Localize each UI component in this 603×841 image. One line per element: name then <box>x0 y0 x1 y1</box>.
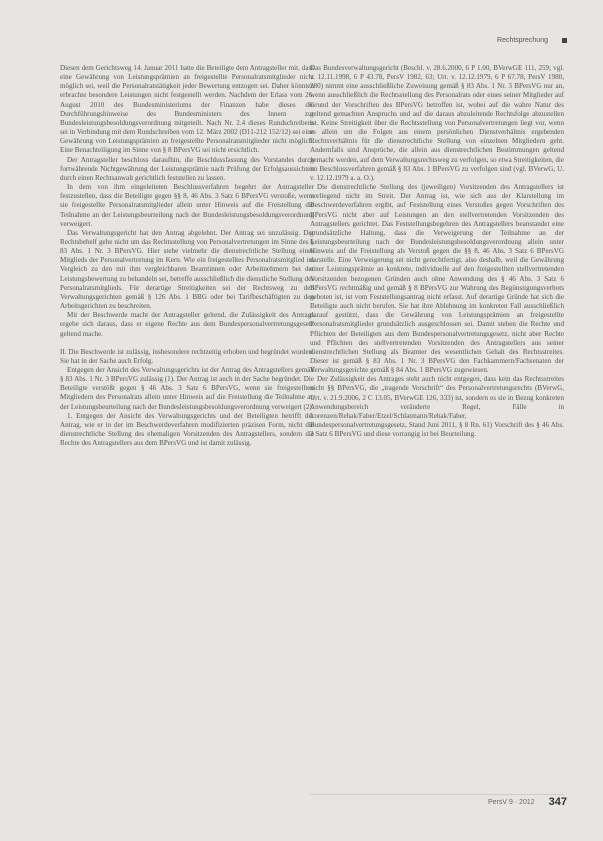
header-marker-icon <box>562 38 567 43</box>
paragraph: In dem von ihm eingeleiteten Beschlussverfahren begehrt der Antragsteller festzustellen, dass die Beteiligte gegen §§ 8, 46 Abs. 3 Satz 6 BPersVG verstoße, wenn sie freigestellte Personalratsmitglieder allein unter Hinweis auf die Freistellung die Teilnahme an der Leistungsbeurteilung nach der Bundesleistungsbesoldungsverordnung verweigert. <box>60 183 314 228</box>
left-column <box>60 64 314 448</box>
right-column <box>310 64 564 439</box>
paragraph: Die dienstrechtliche Stellung des (jeweiligen) Vorsitzenden des Antragstellers ist vorliegend nicht im Streit. Der Antrag ist, wie sich aus der Klarstellung im Beschwerdeverfahren ergibt, auf Feststellung eines Verstoßes gegen Vorschriften des BPersVG nicht aber auf Leistungen an den stellvertretenden Vorsitzenden des Antragstellers gerichtet. Das Feststellungsbegehren des Antragstellers beanstandet eine grundsätzliche Haltung, dass die Verweigerung der Teilnahme an der Leistungsbeurteilung nach der Bundesleistungsbesoldungsverordnung allein unter Hinweis auf die Freistellung als Verstoß gegen die §§ 8, 46 Abs. 3 Satz 6 BPersVG darstelle. Eine Verweigerung sei nicht gerechtfertigt, also deshalb, weil die Gewährung einer Leistungsprämie an konkrete, individuelle auf den freigestellten stellvertretenden Vorsitzenden bezogenen Gründen auch ohne Anwendung des § 46 Abs. 3 Satz 6 BPersVG rechtmäßig und gemäß § 8 BPersVG zur Wahrung des Begünstigungsverbots geboten ist, ist vom Feststellungsantrag nicht erfasst. Auf derartige Gründe hat sich die Beteiligte auch nicht berufen. Sie hat ihre Ablehnung im konkreten Fall ausschließlich darauf gestützt, dass die Gewährung von Leistungsprämien an freigestellte Personalratsmitglieder grundsätzlich ausgeschlossen sei. Damit stehen die Rechte und Pflichten der Beteiligten aus dem Bundespersonalvertretungsgesetz, nicht aber Rechte und Pflichten des stellvertretenden Vorsitzenden des Antragstellers aus seiner dienstrechtlichen Stellung als Beamter des wesentlichen Gehalt des Rechtsstreites. Dieser ist gemäß § 83 Abs. 1 Nr. 3 BPersVG den Fachkammern/Fachsenaten der Verwaltungsgerichte gemäß § 84 Abs. 1 BPersVG zugewiesen. <box>310 183 564 375</box>
paragraph: Entgegen der Ansicht des Verwaltungsgerichts ist der Antrag des Antragstellers gemäß § 83 Abs. 1 Nr. 3 BPersVG zulässig (1). Der Antrag ist auch in der Sache begründet. Die Beteiligte verstößt gegen § 46 Abs. 3 Satz 6 BPersVG, wenn sie freigestellten Mitgliedern des Personalrats allein unter Hinweis auf die Freistellung die Teilnahme an der Leistungsbeurteilung nach der Bundesleistungsbesoldungsverordnung verweigert (2). <box>60 366 314 411</box>
page-number: 347 <box>548 796 567 808</box>
issue-label: PersV 9 · 2012 <box>487 798 535 806</box>
footer-divider <box>310 794 564 795</box>
running-header <box>497 37 567 44</box>
paragraph: Der Zulässigkeit des Antrages steht auch nicht entgegen, dass kein das Rechtsstreites nicht §§ BPersVG, die „tragende Vorschrift“ des Personalvertretungsrechts (BVerwG, Urt. v. 21.9.2006, 2 C 13.05, BVerwGE 126, 333) ist, sondern es sie in Bezug konkreten Anwendungsbereich veränderte Regel, Fälle in Lorenzen/Rehak/Faber/Etzel/Schlatmann/Rehak/Faber, Bundespersonalvertretungsgesetz, Stand Juni 2011, § 8 Rn. 61) Vorschrift des § 46 Abs. 3 Satz 6 BPersVG und diese vorrangig ist bei Beurteilung. <box>310 375 564 439</box>
page-footer <box>488 796 567 808</box>
paragraph: Das Verwaltungsgericht hat den Antrag abgelehnt. Der Antrag sei unzulässig. Der Rechtsbehelf gehe nicht um das Rechtsstellung von Personalvertretungen im Sinne des § 83 Abs. 1 Nr. 3 BPersVG. Hier stehe vielmehr die dienstrechtliche Stellung eines Mitglieds der Personalvertretung im Kern. Wie ein freigestelltes Personalratsmitglied im Vergleich zu den mit ihm vergleichbaren Beamtinnen oder Arbeitnehmern bei der Leistungsbewertung zu behandeln sei, betreffe ausschließlich die dienstliche Stellung des Personalratsmitglieds. Für derartige Streitigkeiten sei der Rechtsweg zu den Verwaltungsgerichten gemäß § 126 Abs. 1 BBG oder bei Tarifbeschäftigten zu den Arbeitsgerichten zu beschreiten. <box>60 228 314 311</box>
paragraph: 1. Entgegen der Ansicht des Verwaltungsgerichts und der Beteiligten betrifft der Antrag, wie er in der im Beschwerdeverfahren modifizierten präzisen Form, nicht die dienstrechtliche Stellung des ehemaligen Vorsitzenden des Antragstellers, sondern die Rechte des Antragstellers aus dem BPersVG und ist damit zulässig. <box>60 411 314 448</box>
paragraph: Das Bundesverwaltungsgericht (Beschl. v. 28.6.2000, 6 P 1.00, BVerwGE 111, 259; vgl. v. 12.11.1998, 6 P 43.78, PersV 1982, 63; Urt. v. 12.12.1979, 6 P 67.78, PersV 1980, 280) nimmt eine ausschließliche Zuweisung gemäß § 83 Abs. 1 Nr. 3 BPersVG nur an, wenn ausschließlich die Rechtsstellung des Personalrats oder eines seiner Mitglieder auf Grund der Vorschriften des BPersVG betroffen ist, wobei auf die wahre Natur des geltend gemachten Anspruchs und auf die daraus abzuleitende Rechtsfolge abzustellen ist. Keine Streitigkeit über die Rechtsstellung von Personalvertretungen liegt vor, wenn es allein um die Folgen aus einem persönlichen Dienstverhältnis ergebenden Rechtsverhältnis für die dienstrechtliche Stellung von einzelnen Mitgliedern geht. Andernfalls sind Ansprüche, die allein aus dienstrechtlichen Bestimmungen geltend gemacht werden, auf dem Verwaltungsrechtsweg zu verfolgen, so etwa Streitigkeiten, die im Beschlussverfahren gemäß § 83 Abs. 1 BPersVG zu verfolgen sind (vgl. BVerwG, U. v. 12.12.1979 a. a. O.). <box>310 64 564 182</box>
paragraph: Diesen dem Gerichtsweg 14. Januar 2011 hatte die Beteiligte dem Antragsteller mit, dass eine Gewährung von Leistungsprämien an freigestellte Personalratsmitglieder nicht möglich sei, weil die Personalratstätigkeit jeder Bewertung entzogen sei. Daher könnten erbrachte besondere Leistungen nicht festgestellt werden. Nachdem der Erlass vom 26. August 2010 des Bundesministeriums der Finanzen habe dieses die Durchführungshinweise des Bundesministers des Innern zur Bundesleistungsbesoldungsverordnung mitgeteilt. Nach Nr. 2.4 dieses Rundschreibens sei in Verbindung mit dem Rundschreiben vom 12. März 2002 (D11-212 152/12) sei eine Gewährung von Leistungsprämien an freigestellte Personalratsmitglieder nicht möglich. Eine Benachteiligung im Sinne von § 8 BPersVG sei nicht ersichtlich. <box>60 64 314 155</box>
section-title: Rechtsprechung <box>497 37 548 44</box>
paragraph: II. Die Beschwerde ist zulässig, insbesondere rechtzeitig erhoben und begründet worden. Sie hat in der Sache auch Erfolg. <box>60 347 314 365</box>
paragraph: Der Antragsteller beschloss daraufhin, die Beschlussfassung des Vorstandes durch fortwährende Nichtgewährung der Leistungsprämie nach Prüfung der Erfolgsaussichten durch einen Rechtsanwalt gerichtlich feststellen zu lassen. <box>60 155 314 182</box>
paragraph: Mit der Beschwerde macht der Antragsteller geltend, die Zulässigkeit des Antrags ergebe sich daraus, dass er eigene Rechte aus dem Bundespersonalvertretungsgesetz geltend mache. <box>60 311 314 338</box>
